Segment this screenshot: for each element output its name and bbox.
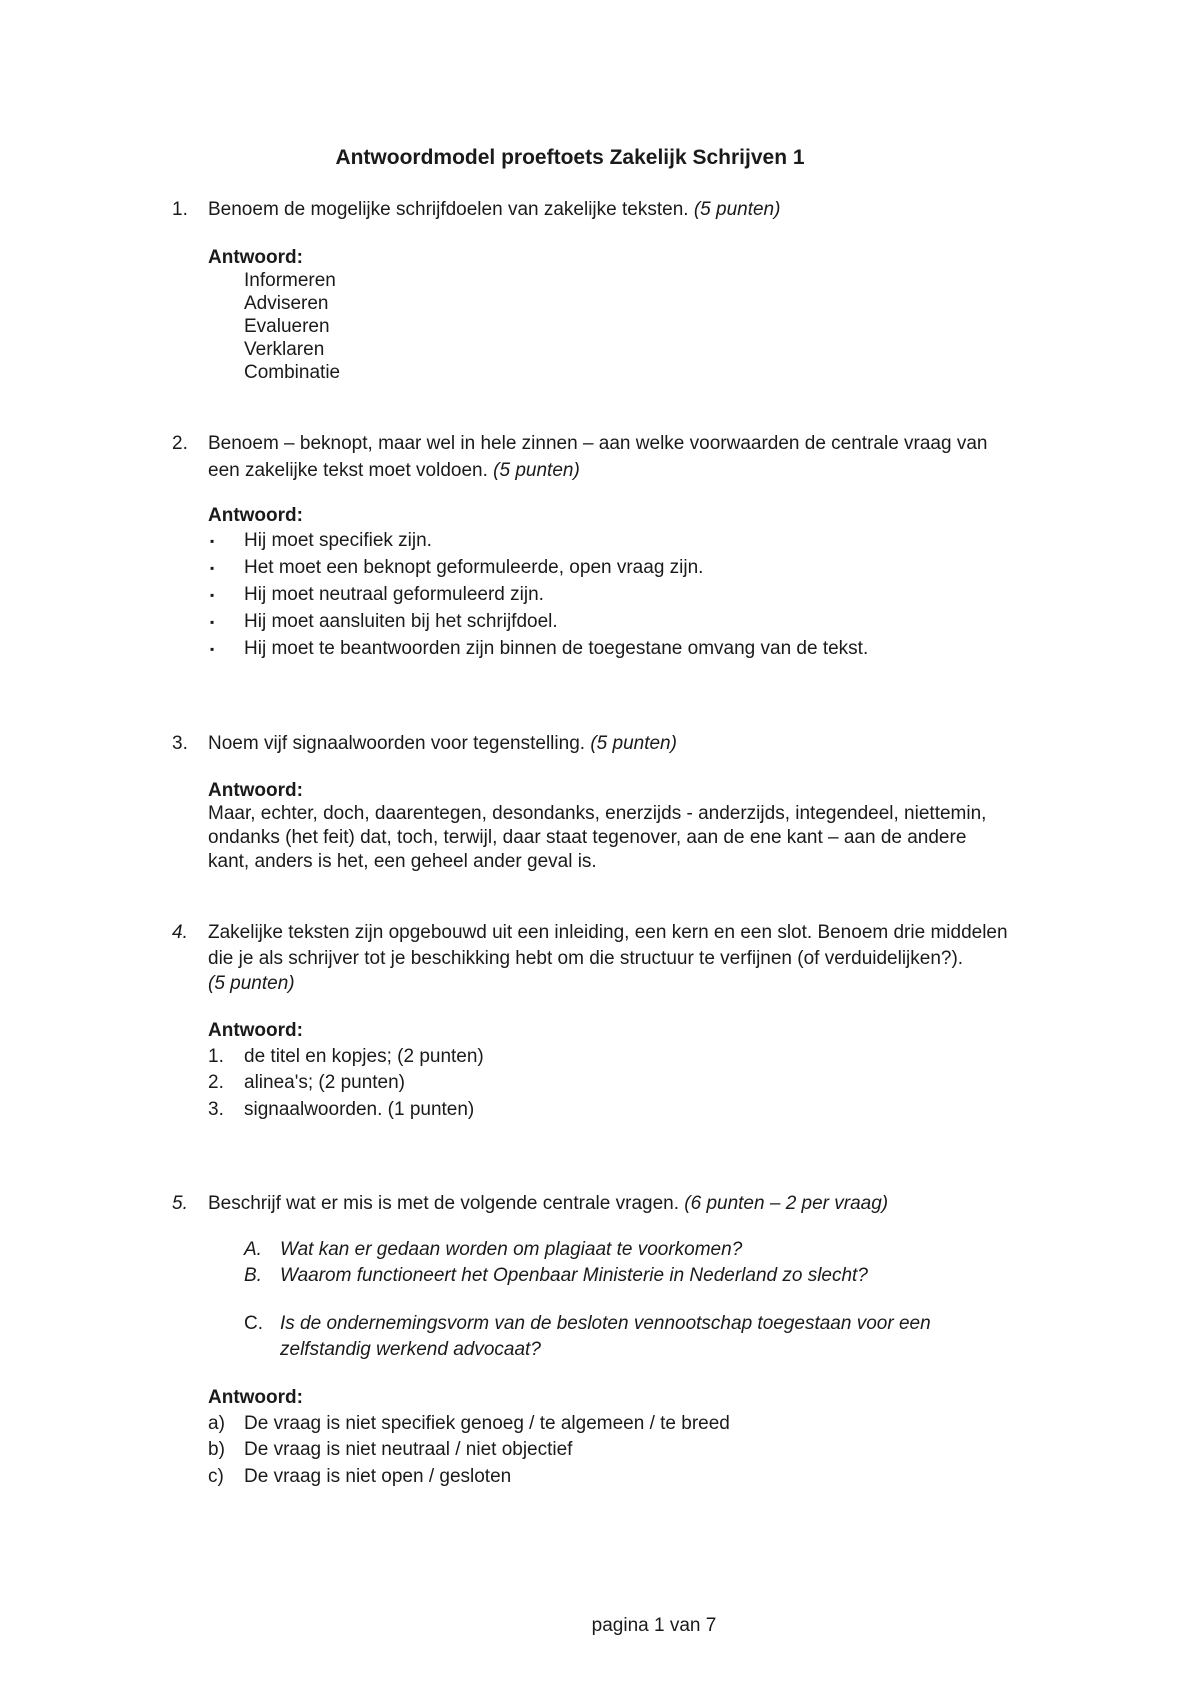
q4-answer-number: 2. (208, 1072, 224, 1093)
q2-line-1: Benoem – beknopt, maar wel in hele zinnen – aan welke voorwaarden de centrale vraag van (208, 433, 988, 454)
q4-answer-number: 1. (208, 1046, 224, 1067)
q4-number: 4. (172, 922, 188, 943)
bullet-icon: ▪ (210, 615, 215, 629)
q1-text (208, 198, 780, 222)
q1-answer-item: Evalueren (244, 316, 330, 337)
q5-sub-question: Is de ondernemingsvorm van de besloten vennootschap toegestaan voor een (280, 1313, 931, 1334)
bullet-icon: ▪ (210, 588, 215, 602)
q2-answer-label: Antwoord: (208, 505, 303, 526)
q1-answer-label: Antwoord: (208, 247, 303, 268)
q1-answer-item: Informeren (244, 270, 336, 291)
q5-answer-item: De vraag is niet specifiek genoeg / te algemeen / te breed (244, 1413, 730, 1434)
q1-answer-item: Adviseren (244, 293, 329, 314)
q5-text (208, 1192, 888, 1216)
q5-answer-letter: a) (208, 1413, 225, 1434)
q3-points: (5 punten) (590, 733, 677, 754)
bullet-icon: ▪ (210, 534, 215, 548)
q2-answer-item: Het moet een beknopt geformuleerde, open vraag zijn. (244, 557, 704, 578)
bullet-icon: ▪ (210, 561, 215, 575)
q4-answer-item: alinea's; (2 punten) (244, 1072, 406, 1093)
q5-sub-letter: C. (244, 1313, 263, 1334)
q2-answer-item: Hij moet specifiek zijn. (244, 530, 432, 551)
q3-number: 3. (172, 733, 188, 754)
q4-answer-number: 3. (208, 1099, 224, 1120)
q2-answer-item: Hij moet neutraal geformuleerd zijn. (244, 584, 544, 605)
q2-points: (5 punten) (493, 460, 580, 481)
q5-answer-letter: b) (208, 1439, 225, 1460)
q4-line-2: die je als schrijver tot je beschikking hebt om die structuur te verfijnen (of verduidelijken?). (208, 948, 964, 969)
q2-number: 2. (172, 433, 188, 454)
q5-answer-label: Antwoord: (208, 1387, 303, 1408)
q3-answer-label: Antwoord: (208, 780, 303, 801)
q5-sub-letter: B. (244, 1265, 262, 1286)
q5-answer-item: De vraag is niet neutraal / niet objectief (244, 1439, 573, 1460)
q4-points: (5 punten) (208, 973, 295, 994)
q5-points: (6 punten – 2 per vraag) (684, 1193, 889, 1214)
q1-answer-item: Combinatie (244, 362, 341, 383)
q3-question: Noem vijf signaalwoorden voor tegenstelling. (208, 733, 586, 754)
q5-sub-letter: A. (244, 1239, 262, 1260)
bullet-icon: ▪ (210, 642, 215, 656)
q3-answer-line: ondanks (het feit) dat, toch, terwijl, daar staat tegenover, aan de ene kant – aan de andere (208, 827, 967, 848)
q3-answer-line: Maar, echter, doch, daarentegen, desondanks, enerzijds - anderzijds, integendeel, niettemin, (208, 803, 987, 824)
q4-answer-label: Antwoord: (208, 1020, 303, 1041)
q5-sub-question: Waarom functioneert het Openbaar Ministerie in Nederland zo slecht? (280, 1265, 868, 1286)
q2-answer-item: Hij moet aansluiten bij het schrijfdoel. (244, 611, 558, 632)
q5-number: 5. (172, 1193, 188, 1214)
q3-answer-line: kant, anders is het, een geheel ander geval is. (208, 851, 597, 872)
q1-number: 1. (172, 199, 188, 220)
q2-question: een zakelijke tekst moet voldoen. (208, 460, 488, 481)
q5-question: Beschrijf wat er mis is met de volgende centrale vragen. (208, 1193, 679, 1214)
q1-points: (5 punten) (693, 199, 781, 220)
q3-text (208, 732, 677, 756)
q5-sub-question: Wat kan er gedaan worden om plagiaat te voorkomen? (280, 1239, 743, 1260)
q1-question: Benoem de mogelijke schrijfdoelen van zakelijke teksten. (208, 199, 689, 220)
q4-line-1: Zakelijke teksten zijn opgebouwd uit een inleiding, een kern en een slot. Benoem drie middelen (208, 922, 1008, 943)
q4-answer-item: signaalwoorden. (1 punten) (244, 1099, 475, 1120)
q2-line-2 (208, 459, 580, 483)
q4-answer-item: de titel en kopjes; (2 punten) (244, 1046, 484, 1067)
q2-answer-item: Hij moet te beantwoorden zijn binnen de toegestane omvang van de tekst. (244, 638, 869, 659)
q5-answer-item: De vraag is niet open / gesloten (244, 1466, 512, 1487)
q5-sub-question-cont: zelfstandig werkend advocaat? (280, 1339, 541, 1360)
q1-answer-item: Verklaren (244, 339, 325, 360)
q5-answer-letter: c) (208, 1466, 224, 1487)
page-title: Antwoordmodel proeftoets Zakelijk Schrijven 1 (335, 146, 805, 169)
page-number: pagina 1 van 7 (591, 1615, 717, 1636)
